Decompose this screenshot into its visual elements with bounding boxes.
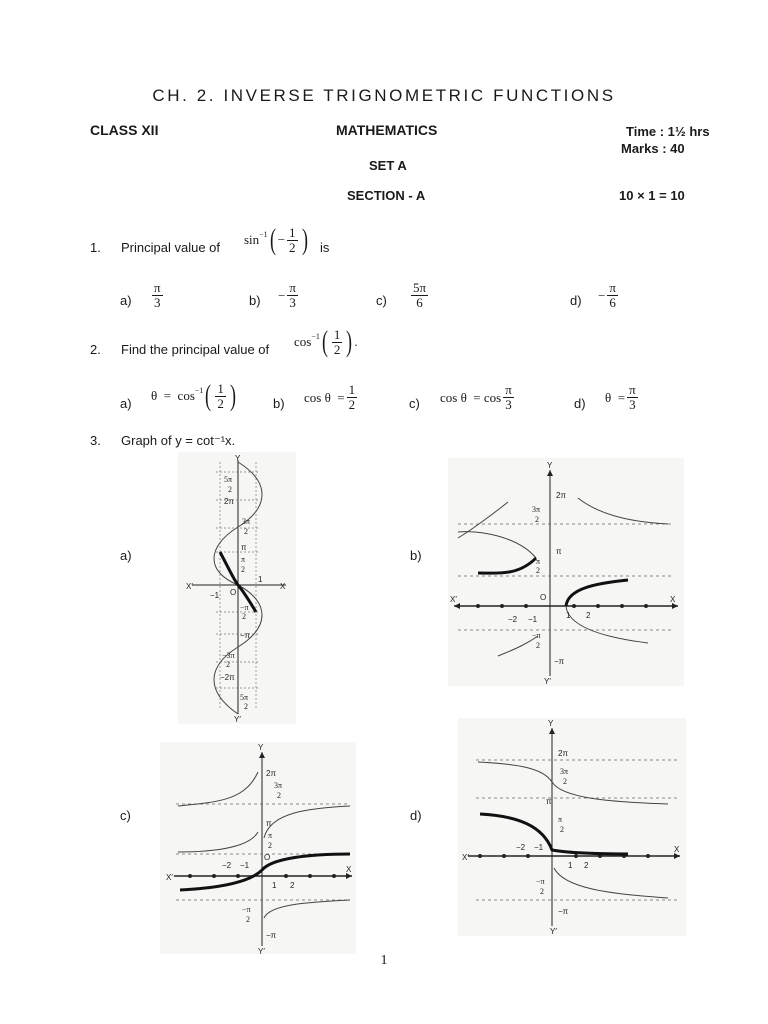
q1-option-a-label: a) [120, 293, 132, 308]
q2-b-den: 2 [348, 397, 356, 412]
graph-b-xp-label: X′ [450, 595, 457, 604]
graph-a-xp-label: X′ [186, 582, 193, 591]
page-number: 1 [380, 953, 388, 968]
graph-b-x-label: X [670, 595, 676, 604]
graph-a-pi: π [241, 543, 247, 552]
graph-b-mpi-half: −π [532, 631, 541, 640]
q2-expression [294, 327, 358, 357]
section-label: SECTION - A [347, 188, 426, 203]
graph-d-pi-half-den: 2 [560, 825, 564, 834]
q1-expression [244, 225, 310, 255]
q2-c-num: π [505, 382, 512, 397]
graph-b-y-label: Y [547, 461, 553, 470]
graph-a-one: 1 [258, 575, 263, 584]
graph-b-3pi-den: 2 [535, 515, 539, 524]
q2-c-den: 3 [505, 397, 512, 412]
q3-option-c-label: c) [120, 808, 131, 823]
graph-b-two: 2 [586, 611, 591, 620]
q2-option-b [304, 383, 359, 412]
graph-d-xp-label: X′ [462, 853, 469, 862]
q3-option-a-label: a) [120, 548, 132, 563]
graph-c [160, 742, 356, 954]
graph-a-5pi-lower: 5π [240, 693, 249, 702]
graph-a-pi-over-2: π [241, 555, 246, 564]
graph-c-2pi: 2π [266, 769, 276, 778]
graph-a-mpi-den: 2 [242, 612, 246, 621]
graph-a-mpi-over-2: −π [240, 603, 249, 612]
right-paren: ) [301, 223, 308, 256]
graph-d-two: 2 [584, 861, 589, 870]
graph-d-3pi: 3π [560, 767, 569, 776]
q2-num: 1 [333, 326, 341, 342]
section-marks: 10 × 1 = 10 [619, 188, 685, 203]
left-paren: ( [321, 325, 328, 358]
graph-c-two: 2 [290, 881, 295, 890]
q1-exp: −1 [259, 229, 268, 239]
graph-a-2pi: 2π [224, 497, 234, 506]
q2-den: 2 [333, 341, 341, 357]
graph-a-origin: O [230, 588, 237, 597]
q1-c-num: 5π [413, 280, 427, 295]
graph-d-2pi: 2π [558, 749, 568, 758]
q1-b-sign: − [278, 287, 286, 303]
q2-a-exp: −1 [194, 385, 204, 395]
right-paren: ) [229, 379, 236, 412]
graph-a-3pi-over-2: 3π [242, 517, 251, 526]
graph-a-3pi-den: 2 [244, 527, 248, 536]
graph-a-m2pi: −2π [220, 673, 235, 682]
graph-a-y-label: Y [235, 454, 241, 463]
q1-c-den: 6 [416, 295, 423, 310]
q1-d-num: π [609, 280, 616, 295]
graph-b-mpi-half-den: 2 [536, 641, 540, 650]
q2-c-lhs: cos θ = cos [440, 389, 502, 405]
q3-number: 3. [90, 433, 101, 448]
graph-c-pi-half-den: 2 [268, 841, 272, 850]
graph-a [178, 452, 296, 724]
graph-b-yp-label: Y′ [544, 677, 551, 686]
q1-b-num: π [289, 280, 296, 295]
q1-text: Principal value of [121, 240, 220, 255]
graph-d-y-label: Y [548, 719, 554, 728]
graph-c-pi-half: π [268, 831, 273, 840]
graph-d [458, 718, 686, 936]
graph-a-minus-one: −1 [210, 591, 220, 600]
graph-d-mpi-half: −π [536, 877, 545, 886]
right-paren: ) [346, 325, 353, 358]
graph-d-3pi-den: 2 [563, 777, 567, 786]
q1-minus: − [277, 232, 286, 247]
q2-a-num: 1 [217, 380, 224, 396]
graph-a-mpi: −π [240, 631, 251, 640]
q2-text: Find the principal value of [121, 342, 270, 357]
graph-d-mpi: −π [558, 907, 569, 916]
q2-d-den: 3 [629, 397, 636, 412]
q2-d-lhs: θ = [605, 389, 626, 405]
graph-d-pi: π [546, 797, 552, 806]
q2-b-num: 1 [348, 382, 356, 397]
q1-option-c [409, 281, 430, 310]
graph-c-m1: −1 [240, 861, 250, 870]
set-label: SET A [369, 158, 407, 173]
graph-a-x-label: X [280, 582, 286, 591]
q3-option-b-label: b) [410, 548, 422, 563]
q2-option-b-label: b) [273, 396, 285, 411]
q2-number: 2. [90, 342, 101, 357]
graph-a-yp-label: Y′ [234, 715, 241, 724]
graph-b-mpi: −π [554, 657, 565, 666]
graph-a-m3pi-over-2: −3π [222, 651, 235, 660]
graph-c-y-label: Y [258, 743, 264, 752]
q2-option-d [605, 383, 640, 412]
graph-c-x-label: X [346, 865, 352, 874]
q2-option-a [151, 381, 238, 411]
graph-b-pi: π [556, 547, 562, 556]
graph-c-origin: O [264, 853, 271, 862]
graph-c-xp-label: X′ [166, 873, 173, 882]
q1-option-d [598, 281, 620, 310]
graph-b-one: 1 [566, 611, 571, 620]
graph-d-one: 1 [568, 861, 573, 870]
q2-option-d-label: d) [574, 396, 586, 411]
marks-label: Marks : 40 [621, 141, 685, 156]
q2-a-den: 2 [217, 395, 224, 411]
graph-a-5pi-over-2: 5π [224, 475, 233, 484]
subject-label: MATHEMATICS [336, 122, 438, 138]
graph-b [448, 458, 684, 686]
q1-a-num: π [154, 280, 161, 295]
graph-b-m2: −2 [508, 615, 518, 624]
q2-d-num: π [629, 382, 636, 397]
q1-number: 1. [90, 240, 101, 255]
q2-exp: −1 [311, 331, 320, 341]
graph-d-m1: −1 [534, 843, 544, 852]
graph-a-pi-den: 2 [241, 565, 245, 574]
graph-b-pi-half-den: 2 [536, 566, 540, 575]
graph-b-2pi: 2π [556, 491, 566, 500]
class-label: CLASS XII [90, 122, 159, 138]
q1-den: 2 [289, 239, 296, 255]
graph-b-m1: −1 [528, 615, 538, 624]
q3-text: Graph of y = cot⁻¹x. [121, 433, 236, 448]
q1-d-den: 6 [609, 295, 616, 310]
q1-a-den: 3 [154, 295, 161, 310]
q1-option-b [278, 281, 300, 310]
graph-c-mpi: −π [266, 931, 277, 940]
graph-d-yp-label: Y′ [550, 927, 557, 936]
q2-func: cos [294, 334, 312, 349]
q1-num: 1 [289, 224, 296, 240]
time-label: Time : 1½ hrs [626, 124, 710, 139]
q3-option-d-label: d) [410, 808, 422, 823]
document-title: CH. 2. INVERSE TRIGNOMETRIC FUNCTIONS [152, 86, 616, 105]
graph-c-one: 1 [272, 881, 277, 890]
graph-d-mpi-half-den: 2 [540, 887, 544, 896]
q1-fraction [287, 226, 298, 255]
q1-b-den: 3 [289, 295, 296, 310]
graph-d-m2: −2 [516, 843, 526, 852]
q2-suffix: . [354, 334, 358, 349]
graph-b-pi-half: π [536, 557, 541, 566]
q1-option-b-label: b) [249, 293, 261, 308]
q1-func: sin [244, 232, 260, 247]
q1-suffix: is [320, 240, 330, 255]
graph-c-3pi: 3π [274, 781, 283, 790]
graph-c-mpi-half-den: 2 [246, 915, 250, 924]
q1-option-d-label: d) [570, 293, 582, 308]
graph-c-yp-label: Y′ [258, 947, 265, 954]
left-paren: ( [269, 223, 276, 256]
q2-option-a-label: a) [120, 396, 132, 411]
graph-a-5pi-den: 2 [228, 485, 232, 494]
q2-option-c [440, 383, 516, 412]
graph-c-pi: π [266, 819, 272, 828]
graph-a-5pi-lower-den: 2 [244, 702, 248, 711]
q2-b-lhs: cos θ = [304, 389, 345, 405]
graph-b-3pi: 3π [532, 505, 541, 514]
graph-a-m3pi-den: 2 [226, 660, 230, 669]
graph-c-mpi-half: −π [242, 905, 251, 914]
q2-option-c-label: c) [409, 396, 420, 411]
graph-d-pi-half: π [558, 815, 563, 824]
graph-d-x-label: X [674, 845, 680, 854]
graph-c-m2: −2 [222, 861, 232, 870]
q1-d-sign: − [598, 287, 606, 303]
graph-c-3pi-den: 2 [277, 791, 281, 800]
q1-option-a [150, 281, 165, 310]
left-paren: ( [205, 379, 212, 412]
q2-a-lhs: θ = cos [151, 388, 195, 403]
q1-option-c-label: c) [376, 293, 387, 308]
graph-b-origin: O [540, 593, 547, 602]
